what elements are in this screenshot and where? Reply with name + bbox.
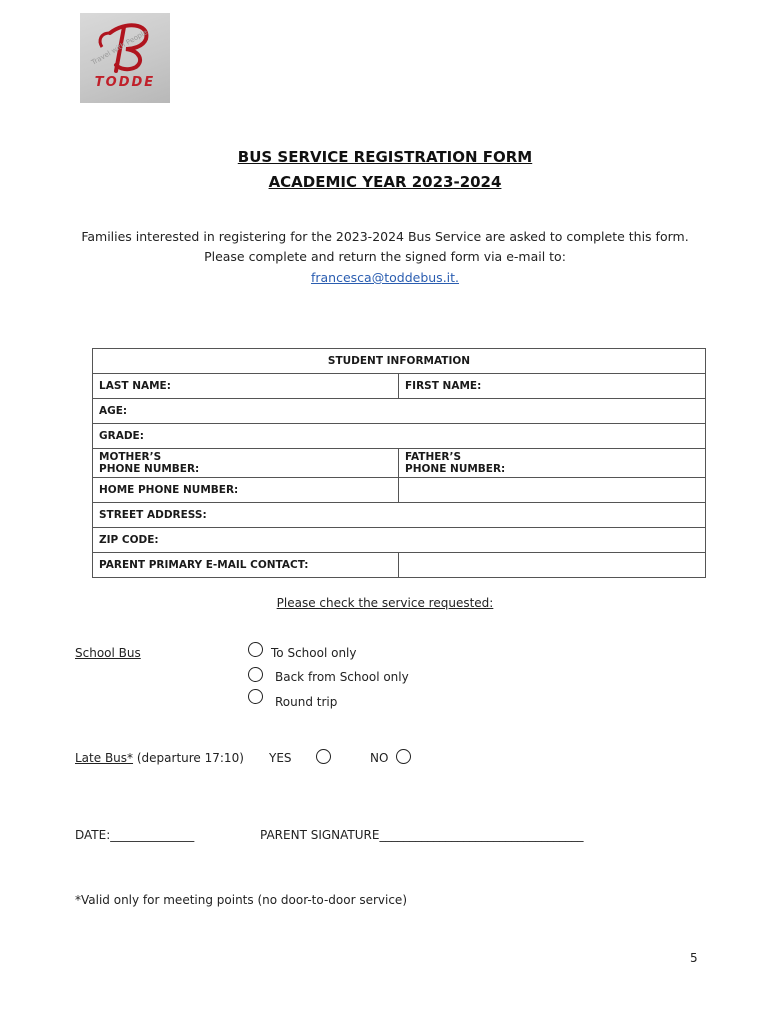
footnote: *Valid only for meeting points (no door-to-door service)	[75, 893, 407, 907]
round-trip-radio[interactable]	[248, 689, 263, 704]
parent-signature-field[interactable]: PARENT SIGNATURE__________________________________	[260, 828, 584, 842]
to-school-label: To School only	[271, 646, 357, 660]
late-bus-no-label: NO	[370, 751, 389, 765]
late-bus-row	[75, 751, 244, 765]
parent-email-field[interactable]: PARENT PRIMARY E-MAIL CONTACT:	[93, 553, 399, 578]
late-bus-no-radio[interactable]	[396, 749, 411, 764]
form-title: BUS SERVICE REGISTRATION FORM	[237, 148, 533, 166]
grade-field[interactable]: GRADE:	[93, 424, 706, 449]
street-address-field[interactable]: STREET ADDRESS:	[93, 503, 706, 528]
mother-phone-label-2: PHONE NUMBER:	[99, 463, 200, 475]
mother-phone-label-1: MOTHER’S	[99, 451, 162, 463]
student-info-table	[92, 348, 706, 578]
round-trip-label: Round trip	[275, 695, 338, 709]
late-bus-yes-radio[interactable]	[316, 749, 331, 764]
svg-text:Travel with People: Travel with People	[90, 28, 149, 67]
service-prompt: Please check the service requested:	[276, 596, 494, 610]
home-phone-field[interactable]: HOME PHONE NUMBER:	[93, 478, 399, 503]
todde-logo	[80, 13, 170, 103]
late-bus-yes-label: YES	[269, 751, 292, 765]
father-phone-label-1: FATHER’S	[405, 451, 462, 463]
form-subtitle: ACADEMIC YEAR 2023-2024	[268, 173, 502, 191]
late-bus-label: Late Bus*	[75, 751, 134, 765]
intro-line-2: Please complete and return the signed form via e-mail to:	[204, 249, 566, 264]
zip-code-field[interactable]: ZIP CODE:	[93, 528, 706, 553]
back-from-school-label: Back from School only	[275, 670, 409, 684]
email-link[interactable]: francesca@toddebus.it.	[310, 270, 460, 285]
logo-brand-text: TODDE	[94, 75, 156, 90]
mother-phone-field[interactable]	[93, 449, 399, 478]
home-phone-value-cell[interactable]	[399, 478, 706, 503]
school-bus-label: School Bus	[75, 646, 141, 660]
father-phone-label-2: PHONE NUMBER:	[405, 463, 506, 475]
late-bus-note: (departure 17:10)	[136, 751, 244, 765]
table-header: STUDENT INFORMATION	[93, 349, 706, 374]
intro-email-row	[0, 270, 770, 285]
first-name-field[interactable]: FIRST NAME:	[399, 374, 706, 399]
page-number: 5	[690, 951, 698, 965]
last-name-field[interactable]: LAST NAME:	[93, 374, 399, 399]
to-school-radio[interactable]	[248, 642, 263, 657]
intro-line-1: Families interested in registering for the 2023-2024 Bus Service are asked to complete this form.	[81, 229, 689, 244]
date-field[interactable]: DATE:______________	[75, 828, 195, 842]
age-field[interactable]: AGE:	[93, 399, 706, 424]
parent-email-value-cell[interactable]	[399, 553, 706, 578]
father-phone-field[interactable]	[399, 449, 706, 478]
back-from-school-radio[interactable]	[248, 667, 263, 682]
